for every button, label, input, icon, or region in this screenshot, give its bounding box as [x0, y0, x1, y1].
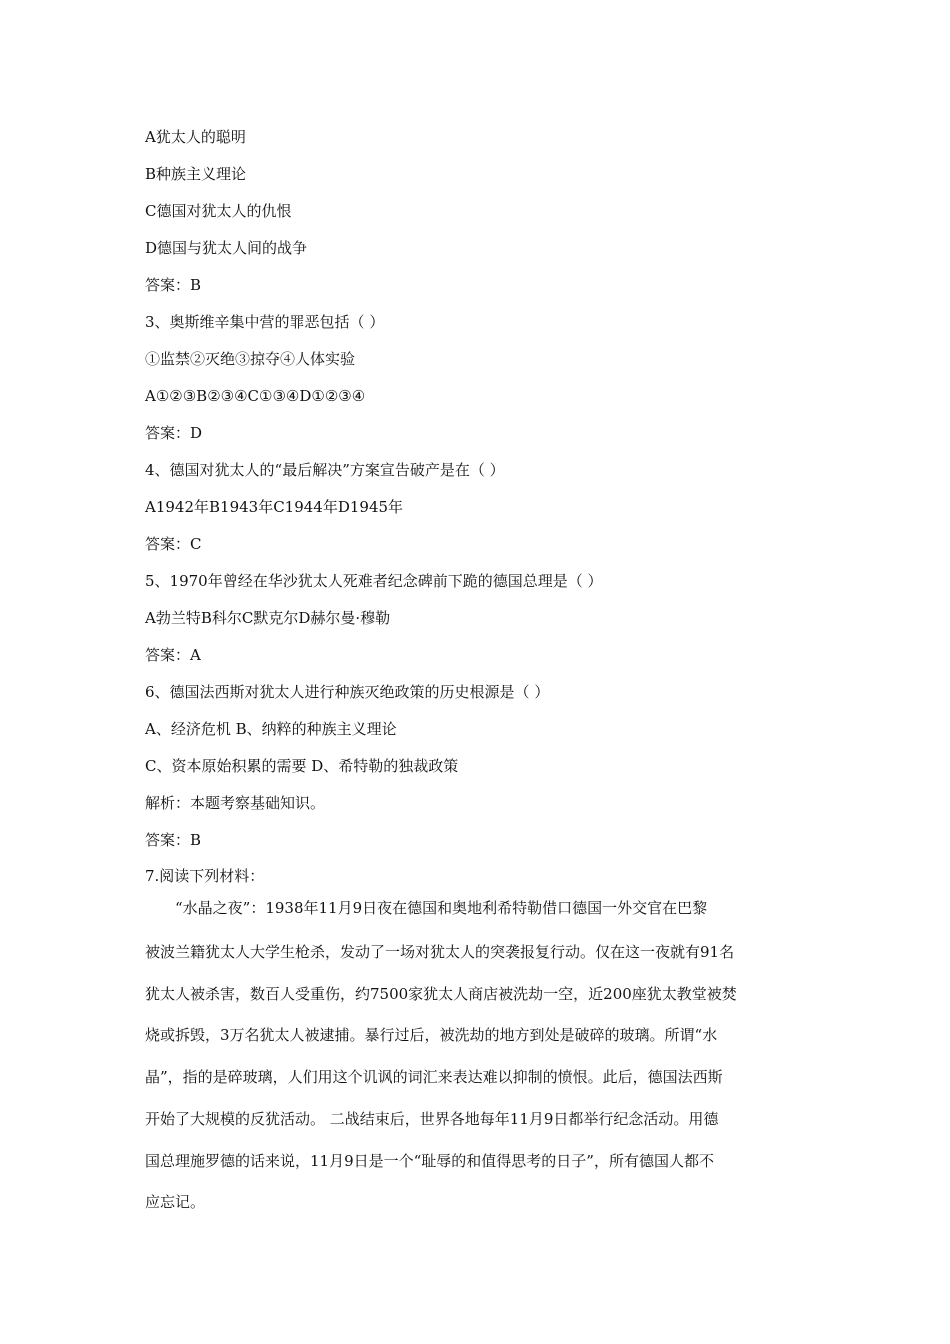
- question-6: 6、德国法西斯对犹太人进行种族灭绝政策的历史根源是（ ）: [145, 683, 550, 701]
- material-line: 应忘记。: [145, 1193, 206, 1211]
- question-5: 5、1970年曾经在华沙犹太人死难者纪念碑前下跪的德国总理是（ ）: [145, 572, 603, 590]
- material-line: 国总理施罗德的话来说，11月9日是一个“耻辱的和值得思考的日子”，所有德国人都不: [145, 1152, 714, 1170]
- question-4: 4、德国对犹太人的“最后解决”方案宣告破产是在（ ）: [145, 461, 505, 479]
- material-line: 开始了大规模的反犹活动。 二战结束后，世界各地每年11月9日都举行纪念活动。用德: [145, 1110, 719, 1128]
- question-5-options: A勃兰特B科尔C默克尔D赫尔曼·穆勒: [145, 609, 391, 627]
- answer-6: 答案：B: [145, 831, 202, 849]
- question-6-options-cd: C、资本原始积累的需要 D、希特勒的独裁政策: [145, 757, 459, 775]
- question-3-options: A①②③B②③④C①③④D①②③④: [145, 387, 366, 405]
- material-line: 犹太人被杀害，数百人受重伤，约7500家犹太人商店被洗劫一空，近200座犹太教堂被焚: [145, 985, 737, 1003]
- question-6-options-ab: A、经济危机 B、纳粹的种族主义理论: [145, 720, 397, 738]
- option-b-text: B种族主义理论: [145, 165, 247, 183]
- answer-2: 答案：B: [145, 276, 202, 294]
- material-line: “水晶之夜”：1938年11月9日夜在德国和奥地利希特勒借口德国一外交官在巴黎: [175, 899, 708, 917]
- question-3-items: ①监禁②灭绝③掠夺④人体实验: [145, 350, 356, 368]
- question-3: 3、奥斯维辛集中营的罪恶包括（ ）: [145, 313, 385, 331]
- answer-4: 答案：C: [145, 535, 202, 553]
- analysis-6: 解析：本题考察基础知识。: [145, 794, 326, 812]
- answer-3: 答案：D: [145, 424, 203, 442]
- question-4-options: A1942年B1943年C1944年D1945年: [145, 498, 404, 516]
- answer-5: 答案：A: [145, 646, 201, 664]
- option-a-text: A犹太人的聪明: [145, 128, 246, 146]
- option-c-text: C德国对犹太人的仇恨: [145, 202, 292, 220]
- option-d-text: D德国与犹太人间的战争: [145, 239, 308, 257]
- material-line: 烧或拆毁，3万名犹太人被逮捕。暴行过后，被洗劫的地方到处是破碎的玻璃。所谓“水: [145, 1026, 718, 1044]
- question-7: 7.阅读下列材料：: [145, 867, 265, 885]
- material-line: 被波兰籍犹太人大学生枪杀，发动了一场对犹太人的突袭报复行动。仅在这一夜就有91名: [145, 943, 735, 961]
- material-line: 晶”，指的是碎玻璃，人们用这个讥讽的词汇来表达难以抑制的愤恨。此后，德国法西斯: [145, 1068, 723, 1086]
